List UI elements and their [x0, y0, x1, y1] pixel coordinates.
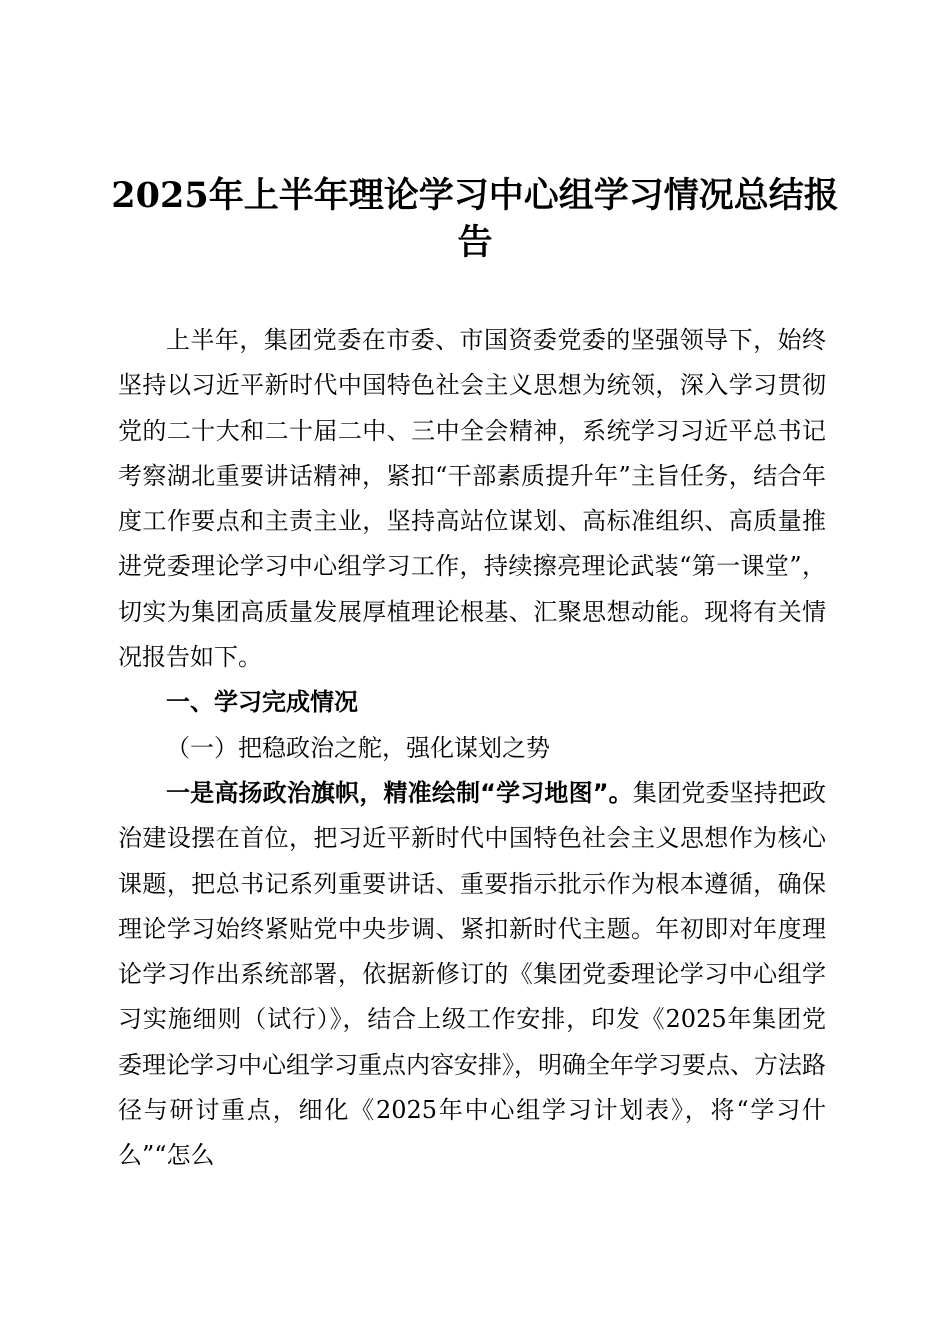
document-title: 2025年上半年理论学习中心组学习情况总结报告 [111, 175, 839, 263]
section-heading: 一、学习完成情况 [166, 688, 358, 717]
document-body [118, 318, 826, 1179]
point-1-lead: 一是高扬政治旗帜，精准绘制“学习地图”。 [166, 778, 633, 807]
intro-paragraph: 上半年，集团党委在市委、市国资委党委的坚强领导下，始终坚持以习近平新时代中国特色社会主义思想为统领，深入学习贯彻党的二十大和二十届二中、三中全会精神，系统学习习近平总书记考察湖北重要讲话精神，紧扣“干部素质提升年”主旨任务，结合年度工作要点和主责主业，坚持高站位谋划、高标准组织、高质量推进党委理论学习中心组学习工作，持续擦亮理论武装“第一课堂”，切实为集团高质量发展厚植理论根基、汇聚思想动能。现将有关情况报告如下。 [118, 326, 826, 672]
point-1-paragraph [118, 771, 826, 1179]
subsection-heading: （一）把稳政治之舵，强化谋划之势 [166, 733, 550, 762]
point-1-body: 集团党委坚持把政治建设摆在首位，把习近平新时代中国特色社会主义思想作为核心课题，把总书记系列重要讲话、重要指示批示作为根本遵循，确保理论学习始终紧贴党中央步调、紧扣新时代主题。年初即对年度理论学习作出系统部署，依据新修订的《集团党委理论学习中心组学习实施细则（试行）》，结合上级工作安排，印发《2025年集团党委理论学习中心组学习重点内容安排》，明确全年学习要点、方法路径与研讨重点，细化《2025年中心组学习计划表》，将“学习什么”“怎么 [118, 778, 827, 1170]
